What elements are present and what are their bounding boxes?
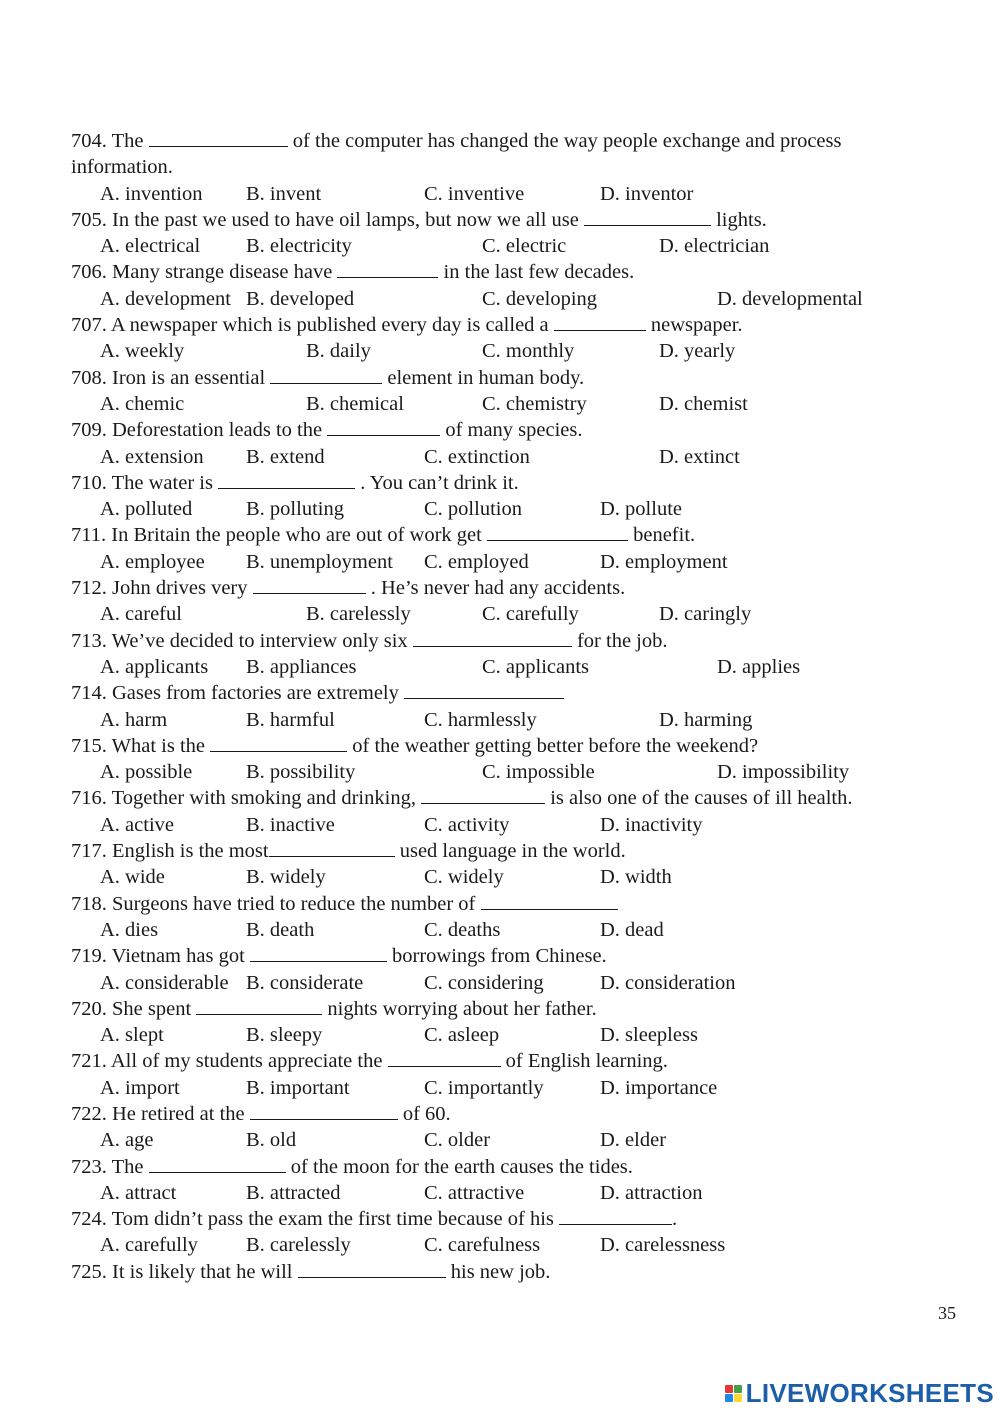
answer-blank[interactable] [250,1103,398,1120]
answer-option[interactable]: B. carelessly [306,603,411,626]
stem-text: for the job. [571,629,668,652]
stem-text: of the moon for the earth causes the tides. [285,1155,633,1178]
question [71,891,951,944]
answer-option[interactable]: C. deaths [424,918,501,941]
stem-text: 715. What is the [71,734,211,757]
answer-blank[interactable] [481,893,618,910]
answer-option[interactable]: A. invention [100,182,203,205]
answer-option[interactable]: B. possibility [246,761,356,784]
answer-options [71,1075,951,1101]
stem-text: 713. We’ve decided to interview only six [71,629,413,652]
stem-text: 722. He retired at the [71,1102,250,1125]
stem-text: 720. She spent [71,997,197,1020]
answer-option[interactable]: D. applies [717,655,801,678]
answer-options [71,917,951,943]
answer-option[interactable]: D. importance [600,1076,718,1099]
answer-options [71,1232,951,1258]
answer-options [71,391,951,417]
stem-text: 724. Tom didn’t pass the exam the first time because of his [71,1208,560,1231]
stem-text: 710. The water is [71,471,219,494]
question-stem [71,733,951,759]
stem-text: 706. Many strange disease have [71,261,338,284]
answer-option[interactable]: B. carelessly [246,1234,351,1257]
stem-text: his new job. [445,1260,551,1283]
answer-option[interactable]: D. attraction [600,1181,703,1204]
answer-option[interactable]: B. unemployment [246,550,393,573]
stem-text: 721. All of my students appreciate the [71,1050,388,1073]
stem-text: . You can’t drink it. [355,471,519,494]
question-stem [71,943,951,969]
stem-text: of the weather getting better before the weekend? [347,734,759,757]
stem-text: . He’s never had any accidents. [365,577,626,600]
question [71,207,951,260]
question [71,470,951,523]
answer-option[interactable]: C. activity [424,813,510,836]
answer-blank[interactable] [559,1208,672,1225]
answer-option[interactable]: C. monthly [482,340,575,363]
answer-blank[interactable] [404,682,564,699]
answer-option[interactable]: A. development [100,287,231,310]
answer-option[interactable]: C. older [424,1129,491,1152]
stem-text: 716. Together with smoking and drinking, [71,787,422,810]
logo-square [725,1385,733,1393]
question-stem [71,891,951,917]
answer-option[interactable]: C. electric [482,235,567,258]
stem-text: 725. It is likely that he will [71,1260,298,1283]
answer-option[interactable]: B. electricity [246,235,352,258]
stem-text: 714. Gases from factories are extremely [71,682,404,705]
question [71,259,951,312]
answer-option[interactable]: C. carefulness [424,1234,541,1257]
answer-blank[interactable] [210,735,347,752]
answer-blank[interactable] [487,524,628,541]
question-stem [71,365,951,391]
answer-option[interactable]: B. considerate [246,971,364,994]
question-stem [71,1048,951,1074]
question-stem [71,628,951,654]
stem-text: 717. English is the most [71,840,269,863]
stem-text: 723. The [71,1155,149,1178]
answer-option[interactable]: D. electrician [659,235,770,258]
stem-text: newspaper. [645,314,743,337]
question [71,838,951,891]
answer-option[interactable]: C. chemistry [482,392,587,415]
question-stem [71,154,951,180]
answer-option[interactable]: B. appliances [246,655,357,678]
answer-option[interactable]: D. extinct [659,445,740,468]
answer-blank[interactable] [554,314,646,331]
question-stem [71,312,951,338]
logo-square [734,1394,742,1402]
answer-options [71,338,951,364]
liveworksheets-logo [725,1378,994,1409]
stem-text: 708. Iron is an essential [71,366,271,389]
answer-blank[interactable] [337,261,438,278]
answer-option[interactable]: B. daily [306,340,371,363]
answer-option[interactable]: B. extend [246,445,325,468]
answer-options [71,970,951,996]
stem-text: borrowings from Chinese. [386,945,607,968]
question-stem [71,1206,951,1232]
answer-option[interactable]: D. inactivity [600,813,703,836]
question [71,1048,951,1101]
question [71,785,951,838]
question [71,1259,951,1285]
logo-mark-icon [725,1385,742,1402]
question [71,417,951,470]
answer-option[interactable]: B. sleepy [246,1024,323,1047]
answer-option[interactable]: B. old [246,1129,297,1152]
answer-blank[interactable] [413,630,572,647]
answer-option[interactable]: A. harm [100,708,168,731]
stem-text: used language in the world. [394,840,626,863]
answer-option[interactable]: D. yearly [659,340,736,363]
answer-options [71,601,951,627]
stem-text: of 60. [397,1102,451,1125]
question-stem [71,575,951,601]
question-stem [71,128,951,154]
answer-blank[interactable] [584,209,711,226]
stem-text: of English learning. [500,1050,668,1073]
answer-option[interactable]: C. impossible [482,761,595,784]
question [71,1206,951,1259]
answer-option[interactable]: A. wide [100,866,165,889]
question-stem [71,417,951,443]
answer-option[interactable]: D. harming [659,708,753,731]
answer-option[interactable]: A. carefully [100,1234,198,1257]
answer-options [71,181,951,207]
answer-option[interactable]: D. carelessness [600,1234,726,1257]
stem-text: lights. [710,208,767,231]
answer-blank[interactable] [327,419,440,436]
answer-option[interactable]: C. attractive [424,1181,525,1204]
stem-text: 719. Vietnam has got [71,945,250,968]
answer-options [71,549,951,575]
answer-option[interactable]: B. important [246,1076,350,1099]
answer-options [71,286,951,312]
answer-option[interactable]: D. dead [600,918,664,941]
stem-text: 712. John drives very [71,577,253,600]
answer-blank[interactable] [149,1156,286,1173]
answer-options [71,1180,951,1206]
answer-options [71,1127,951,1153]
answer-blank[interactable] [298,1261,446,1278]
answer-option[interactable]: A. age [100,1129,154,1152]
logo-square [725,1394,733,1402]
stem-text: of many species. [440,419,583,442]
answer-option[interactable]: A. import [100,1076,180,1099]
question [71,1101,951,1154]
question-stem [71,1259,951,1285]
answer-options [71,1022,951,1048]
answer-blank[interactable] [421,787,545,804]
stem-text: in the last few decades. [438,261,635,284]
answer-option[interactable]: B. chemical [306,392,404,415]
question-stem [71,522,951,548]
question-stem [71,838,951,864]
answer-option[interactable]: C. considering [424,971,544,994]
stem-text: of the computer has changed the way people exchange and process [287,130,842,152]
answer-blank[interactable] [253,577,366,594]
stem-text: benefit. [627,524,696,547]
answer-blank[interactable] [196,998,322,1015]
answer-options [71,654,951,680]
answer-option[interactable]: A. employee [100,550,205,573]
question [71,365,951,418]
answer-option[interactable]: C. importantly [424,1076,544,1099]
question-stem [71,470,951,496]
answer-option[interactable]: C. asleep [424,1024,500,1047]
answer-option[interactable]: D. developmental [717,287,863,310]
answer-option[interactable]: A. extension [100,445,204,468]
stem-text: 705. In the past we used to have oil lamps, but now we all use [71,208,584,231]
answer-option[interactable]: C. extinction [424,445,530,468]
answer-option[interactable]: D. inventor [600,182,694,205]
stem-text: element in human body. [382,366,585,389]
stem-text: information. [71,156,173,179]
question [71,1154,951,1207]
stem-text: . [672,1208,678,1231]
answer-option[interactable]: A. chemic [100,392,185,415]
answer-option[interactable]: B. attracted [246,1181,341,1204]
answer-options [71,707,951,733]
stem-text: 718. Surgeons have tried to reduce the number of [71,892,481,915]
answer-options [71,759,951,785]
answer-option[interactable]: A. electrical [100,235,201,258]
answer-option[interactable]: B. developed [246,287,355,310]
question-stem [71,785,951,811]
question [71,522,951,575]
logo-text: LIVEWORKSHEETS [745,1378,994,1408]
answer-option[interactable]: A. applicants [100,655,209,678]
question [71,128,951,207]
answer-option[interactable]: D. pollute [600,498,682,521]
answer-option[interactable]: A. considerable [100,971,229,994]
answer-option[interactable]: A. weekly [100,340,185,363]
answer-options [71,812,951,838]
answer-options [71,496,951,522]
logo-square [734,1385,742,1393]
answer-option[interactable]: A. polluted [100,498,193,521]
answer-options [71,233,951,259]
question-stem [71,680,951,706]
worksheet-content [71,128,951,1285]
stem-text: is also one of the causes of ill health. [545,787,853,810]
answer-option[interactable]: C. applicants [482,655,590,678]
question [71,733,951,786]
answer-option[interactable]: D. consideration [600,971,736,994]
answer-option[interactable]: D. sleepless [600,1024,698,1047]
answer-option[interactable]: A. careful [100,603,182,626]
question-stem [71,1101,951,1127]
answer-option[interactable]: A. attract [100,1181,177,1204]
question [71,680,951,733]
question-stem [71,207,951,233]
stem-text: 711. In Britain the people who are out of work get [71,524,487,547]
answer-blank[interactable] [388,1050,501,1067]
answer-option[interactable]: C. inventive [424,182,525,205]
question-stem [71,996,951,1022]
answer-option[interactable]: B. polluting [246,498,344,521]
question-stem [71,1154,951,1180]
question [71,996,951,1049]
question [71,575,951,628]
answer-option[interactable]: A. active [100,813,174,836]
answer-blank[interactable] [149,130,288,147]
answer-blank[interactable] [250,945,387,962]
answer-option[interactable]: C. pollution [424,498,522,521]
answer-option[interactable]: D. caringly [659,603,752,626]
answer-option[interactable]: B. invent [246,182,322,205]
question [71,312,951,365]
answer-option[interactable]: B. harmful [246,708,335,731]
answer-blank[interactable] [270,367,382,384]
answer-option[interactable]: A. slept [100,1024,164,1047]
answer-option[interactable]: D. elder [600,1129,667,1152]
answer-option[interactable]: A. possible [100,761,193,784]
question-stem [71,259,951,285]
answer-option[interactable]: C. carefully [482,603,579,626]
answer-option[interactable]: D. impossibility [717,761,850,784]
page-number: 35 [938,1303,956,1323]
question [71,628,951,681]
answer-option[interactable]: D. employment [600,550,728,573]
answer-option[interactable]: B. inactive [246,813,335,836]
answer-option[interactable]: C. widely [424,866,504,889]
answer-option[interactable]: B. death [246,918,315,941]
answer-option[interactable]: C. harmlessly [424,708,537,731]
answer-option[interactable]: B. widely [246,866,326,889]
answer-option[interactable]: D. chemist [659,392,748,415]
stem-text: 704. The [71,130,149,152]
answer-blank[interactable] [269,840,395,857]
answer-option[interactable]: A. dies [100,918,159,941]
answer-options [71,444,951,470]
answer-options [71,864,951,890]
stem-text: nights worrying about her father. [322,997,597,1020]
answer-option[interactable]: C. developing [482,287,598,310]
stem-text: 709. Deforestation leads to the [71,419,328,442]
answer-option[interactable]: D. width [600,866,672,889]
stem-text: 707. A newspaper which is published every day is called a [71,314,554,337]
question [71,943,951,996]
answer-option[interactable]: C. employed [424,550,529,573]
answer-blank[interactable] [218,472,355,489]
